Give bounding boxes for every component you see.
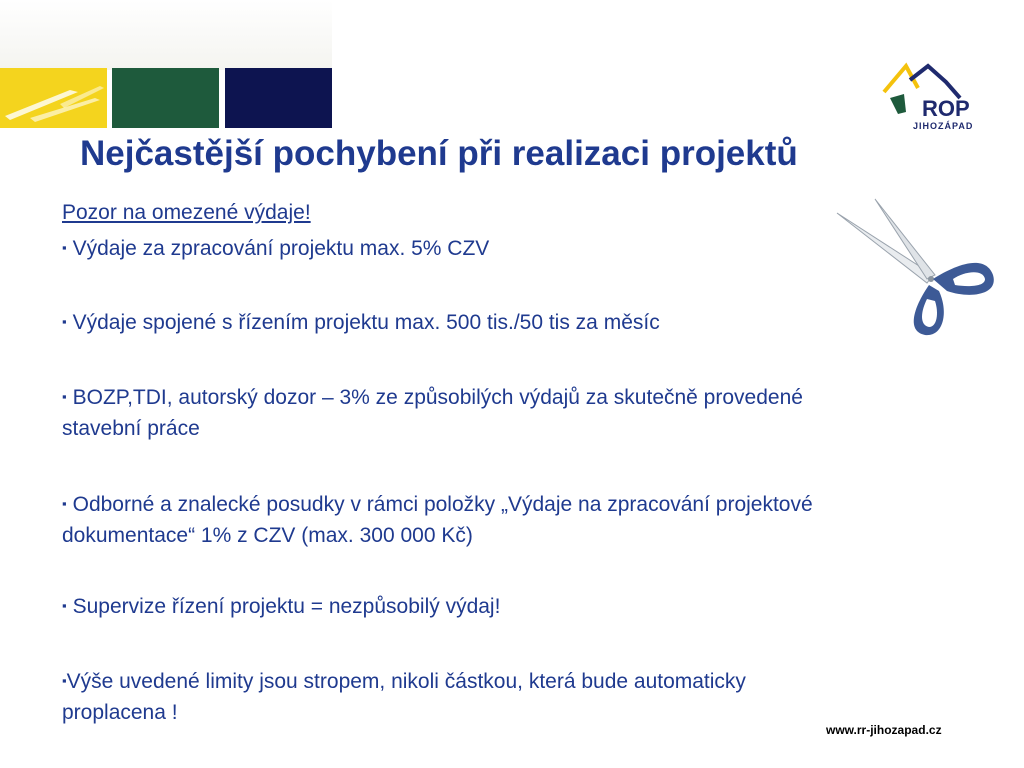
list-item xyxy=(62,381,872,444)
bullet-marker: ▪ xyxy=(62,314,67,329)
list-item xyxy=(62,590,872,622)
bullet-text: Výše uvedené limity jsou stropem, nikoli částkou, která bude automaticky proplacena ! xyxy=(62,670,746,724)
logo-text-sub: JIHOZÁPAD xyxy=(913,121,974,131)
yellow-stripes-decoration xyxy=(0,68,107,128)
header-green-block xyxy=(112,68,219,128)
scissors-icon xyxy=(835,195,1000,340)
bullet-marker: ▪ xyxy=(62,389,67,404)
bullet-text: Supervize řízení projektu = nezpůsobilý výdaj! xyxy=(72,595,501,618)
list-item xyxy=(62,232,872,264)
bullet-text: Odborné a znalecké posudky v rámci položky „Výdaje na zpracování projektové dokumentace“ 1% z CZV (max. 300 000 Kč) xyxy=(62,493,813,547)
list-item xyxy=(62,306,872,338)
bullet-marker: ▪ xyxy=(62,240,67,255)
bullet-text: Výdaje za zpracování projektu max. 5% CZV xyxy=(72,237,490,260)
header-fade xyxy=(0,0,332,70)
list-item xyxy=(62,488,872,551)
slide-subtitle: Pozor na omezené výdaje! xyxy=(62,201,311,224)
header-navy-block xyxy=(225,68,332,128)
rop-jihozapad-logo-icon xyxy=(880,58,985,133)
header-yellow-block xyxy=(0,68,107,128)
slide-title: Nejčastější pochybení při realizaci projektů xyxy=(80,134,798,173)
bullet-marker: ▪ xyxy=(62,496,67,511)
scissors-image xyxy=(835,195,1000,340)
list-item xyxy=(62,665,782,728)
rop-logo xyxy=(880,58,985,133)
logo-text-main: ROP xyxy=(922,96,970,121)
bullet-marker: ▪ xyxy=(62,598,67,613)
bullet-text: Výdaje spojené s řízením projektu max. 500 tis./50 tis za měsíc xyxy=(72,311,660,334)
footer-url[interactable]: www.rr-jihozapad.cz xyxy=(826,723,942,737)
bullet-text: BOZP,TDI, autorský dozor – 3% ze způsobilých výdajů za skutečně provedené stavební práce xyxy=(62,386,803,440)
bullet-marker: ▪ xyxy=(62,673,67,688)
